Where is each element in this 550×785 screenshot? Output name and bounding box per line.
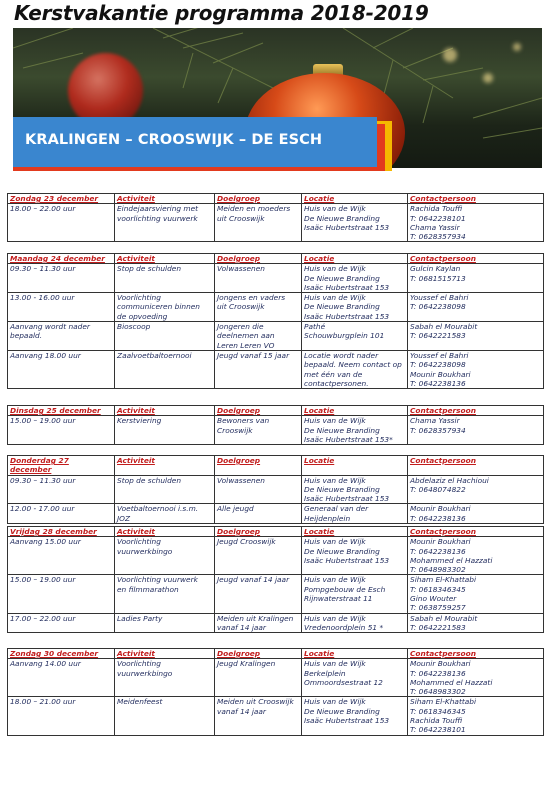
activity-cell: Kerstviering bbox=[115, 416, 215, 445]
column-heading-audience: Doelgroep bbox=[215, 194, 302, 204]
day-table bbox=[7, 648, 544, 736]
contact-cell: Gulcin Kaylan T: 0681515713 bbox=[408, 264, 544, 293]
contact-cell: Mounir Boukhari T: 0642238136 bbox=[408, 504, 544, 524]
table-row bbox=[8, 659, 544, 697]
time-cell: Aanvang 15.00 uur bbox=[8, 537, 115, 575]
activity-cell: Meidenfeest bbox=[115, 697, 215, 735]
activity-cell: Voorlichting vuurwerkbingo bbox=[115, 659, 215, 697]
audience-cell: Jongeren die deelnemen aan Leren Leren VO bbox=[215, 322, 302, 351]
audience-cell: Jeugd vanaf 15 jaar bbox=[215, 350, 302, 388]
contact-cell: Mounir Boukhari T: 0642238136 Mohammed el Hazzati T: 0648983302 bbox=[408, 659, 544, 697]
time-cell: 15.00 – 19.00 uur bbox=[8, 416, 115, 445]
day-table bbox=[7, 193, 544, 242]
time-cell: Aanvang 14.00 uur bbox=[8, 659, 115, 697]
location-cell: Locatie wordt nader bepaald. Neem contact op met één van de contactpersonen. bbox=[302, 350, 408, 388]
column-heading-activity: Activiteit bbox=[115, 649, 215, 659]
activity-cell: Voorlichting vuurwerk en filmmarathon bbox=[115, 575, 215, 613]
location-cell: Huis van de Wijk Berkelplein Ommoordsestraat 12 bbox=[302, 659, 408, 697]
location-cell: Huis van de Wijk Pompgebouw de Esch Rijnwaterstraat 11 bbox=[302, 575, 408, 613]
day-heading: Zondag 30 december bbox=[8, 649, 115, 659]
activity-cell: Stop de schulden bbox=[115, 264, 215, 293]
day-header-row bbox=[8, 527, 544, 537]
time-cell: 15.00 – 19.00 uur bbox=[8, 575, 115, 613]
day-header-row bbox=[8, 649, 544, 659]
page-title: Kerstvakantie programma 2018-2019 bbox=[14, 1, 429, 25]
audience-cell: Alle jeugd bbox=[215, 504, 302, 524]
location-cell: Huis van de Wijk De Nieuwe Branding Isaäc Hubertstraat 153 bbox=[302, 204, 408, 242]
column-heading-activity: Activiteit bbox=[115, 254, 215, 264]
audience-cell: Bewoners van Crooswijk bbox=[215, 416, 302, 445]
column-heading-audience: Doelgroep bbox=[215, 254, 302, 264]
contact-cell: Rachida Touffi T: 0642238101 Chama Yassir T: 0628357934 bbox=[408, 204, 544, 242]
column-heading-contact: Contactpersoon bbox=[408, 649, 544, 659]
day-table bbox=[7, 526, 544, 633]
column-heading-contact: Contactpersoon bbox=[408, 194, 544, 204]
audience-cell: Meiden en moeders uit Crooswijk bbox=[215, 204, 302, 242]
column-heading-location: Locatie bbox=[302, 527, 408, 537]
column-heading-audience: Doelgroep bbox=[215, 527, 302, 537]
table-row bbox=[8, 613, 544, 633]
time-cell: Aanvang 18.00 uur bbox=[8, 350, 115, 388]
table-row bbox=[8, 537, 544, 575]
time-cell: 13.00 - 16.00 uur bbox=[8, 293, 115, 322]
activity-cell: Voorlichting communiceren binnen de opvoeding bbox=[115, 293, 215, 322]
day-heading: Vrijdag 28 december bbox=[8, 527, 115, 537]
contact-cell: Sabah el Mourabit T: 0642221583 bbox=[408, 613, 544, 633]
activity-cell: Voetbaltoernooi i.s.m. JOZ bbox=[115, 504, 215, 524]
location-cell: Huis van de Wijk Vredenoordplein 51 * bbox=[302, 613, 408, 633]
time-cell: 18.00 – 21.00 uur bbox=[8, 697, 115, 735]
time-cell: 18.00 – 22.00 uur bbox=[8, 204, 115, 242]
table-row bbox=[8, 293, 544, 322]
activity-cell: Zaalvoetbaltoernooi bbox=[115, 350, 215, 388]
activity-cell: Bioscoop bbox=[115, 322, 215, 351]
column-heading-activity: Activiteit bbox=[115, 527, 215, 537]
audience-cell: Volwassenen bbox=[215, 264, 302, 293]
audience-cell: Jeugd Crooswijk bbox=[215, 537, 302, 575]
table-row bbox=[8, 504, 544, 524]
contact-cell: Siham El-Khattabi T: 0618346345 Rachida Touffi T: 0642238101 bbox=[408, 697, 544, 735]
audience-cell: Jeugd vanaf 14 jaar bbox=[215, 575, 302, 613]
table-row bbox=[8, 322, 544, 351]
location-cell: Huis van de Wijk De Nieuwe Branding Isaäc Hubertstraat 153* bbox=[302, 416, 408, 445]
contact-cell: Mounir Boukhari T: 0642238136 Mohammed el Hazzati T: 0648983302 bbox=[408, 537, 544, 575]
time-cell: 09.30 – 11.30 uur bbox=[8, 475, 115, 504]
activity-cell: Stop de schulden bbox=[115, 475, 215, 504]
day-heading: Zondag 23 december bbox=[8, 194, 115, 204]
contact-cell: Youssef el Bahri T: 0642238098 bbox=[408, 293, 544, 322]
column-heading-activity: Activiteit bbox=[115, 406, 215, 416]
day-heading: Maandag 24 december bbox=[8, 254, 115, 264]
activity-cell: Voorlichting vuurwerkbingo bbox=[115, 537, 215, 575]
column-heading-location: Locatie bbox=[302, 254, 408, 264]
day-heading: Donderdag 27 december bbox=[8, 456, 115, 476]
location-cell: Huis van de Wijk De Nieuwe Branding Isaäc Hubertstraat 153 bbox=[302, 293, 408, 322]
table-row bbox=[8, 264, 544, 293]
audience-cell: Meiden uit Crooswijk vanaf 14 jaar bbox=[215, 697, 302, 735]
location-cell: Huis van de Wijk De Nieuwe Branding Isaäc Hubertstraat 153 bbox=[302, 537, 408, 575]
audience-cell: Jongens en vaders uit Crooswijk bbox=[215, 293, 302, 322]
column-heading-contact: Contactpersoon bbox=[408, 456, 544, 476]
location-cell: Pathé Schouwburgplein 101 bbox=[302, 322, 408, 351]
contact-cell: Siham El-Khattabi T: 0618346345 Gino Wouter T: 0638759257 bbox=[408, 575, 544, 613]
column-heading-contact: Contactpersoon bbox=[408, 254, 544, 264]
column-heading-location: Locatie bbox=[302, 406, 408, 416]
audience-cell: Volwassenen bbox=[215, 475, 302, 504]
location-cell: Huis van de Wijk De Nieuwe Branding Isaäc Hubertstraat 153 bbox=[302, 697, 408, 735]
table-row bbox=[8, 475, 544, 504]
day-table bbox=[7, 405, 544, 445]
neighbourhood-heading: KRALINGEN – CROOSWIJK – DE ESCH bbox=[25, 132, 323, 148]
day-header-row bbox=[8, 194, 544, 204]
day-table bbox=[7, 253, 544, 389]
time-cell: 17.00 – 22.00 uur bbox=[8, 613, 115, 633]
column-heading-contact: Contactpersoon bbox=[408, 527, 544, 537]
table-row bbox=[8, 350, 544, 388]
audience-cell: Jeugd Kralingen bbox=[215, 659, 302, 697]
contact-cell: Chama Yassir T: 0628357934 bbox=[408, 416, 544, 445]
table-row bbox=[8, 575, 544, 613]
table-row bbox=[8, 697, 544, 735]
column-heading-location: Locatie bbox=[302, 194, 408, 204]
contact-cell: Abdelaziz el Hachioui T: 0648074822 bbox=[408, 475, 544, 504]
column-heading-location: Locatie bbox=[302, 649, 408, 659]
day-header-row bbox=[8, 254, 544, 264]
activity-cell: Eindejaarsviering met voorlichting vuurwerk bbox=[115, 204, 215, 242]
column-heading-audience: Doelgroep bbox=[215, 406, 302, 416]
time-cell: 09.30 – 11.30 uur bbox=[8, 264, 115, 293]
activity-cell: Ladies Party bbox=[115, 613, 215, 633]
column-heading-activity: Activiteit bbox=[115, 194, 215, 204]
location-cell: Generaal van der Heijdenplein bbox=[302, 504, 408, 524]
audience-cell: Meiden uit Kralingen vanaf 14 jaar bbox=[215, 613, 302, 633]
contact-cell: Sabah el Mourabit T: 0642221583 bbox=[408, 322, 544, 351]
day-table bbox=[7, 455, 544, 524]
location-cell: Huis van de Wijk De Nieuwe Branding Isaäc Hubertstraat 153 bbox=[302, 264, 408, 293]
location-cell: Huis van de Wijk De Nieuwe Branding Isaäc Hubertstraat 153 bbox=[302, 475, 408, 504]
column-heading-contact: Contactpersoon bbox=[408, 406, 544, 416]
table-row bbox=[8, 204, 544, 242]
day-header-row bbox=[8, 456, 544, 476]
column-heading-audience: Doelgroep bbox=[215, 649, 302, 659]
column-heading-activity: Activiteit bbox=[115, 456, 215, 476]
table-row bbox=[8, 416, 544, 445]
day-heading: Dinsdag 25 december bbox=[8, 406, 115, 416]
day-header-row bbox=[8, 406, 544, 416]
column-heading-location: Locatie bbox=[302, 456, 408, 476]
column-heading-audience: Doelgroep bbox=[215, 456, 302, 476]
time-cell: 12.00 - 17.00 uur bbox=[8, 504, 115, 524]
contact-cell: Youssef el Bahri T: 0642238098 Mounir Boukhari T: 0642238136 bbox=[408, 350, 544, 388]
time-cell: Aanvang wordt nader bepaald. bbox=[8, 322, 115, 351]
